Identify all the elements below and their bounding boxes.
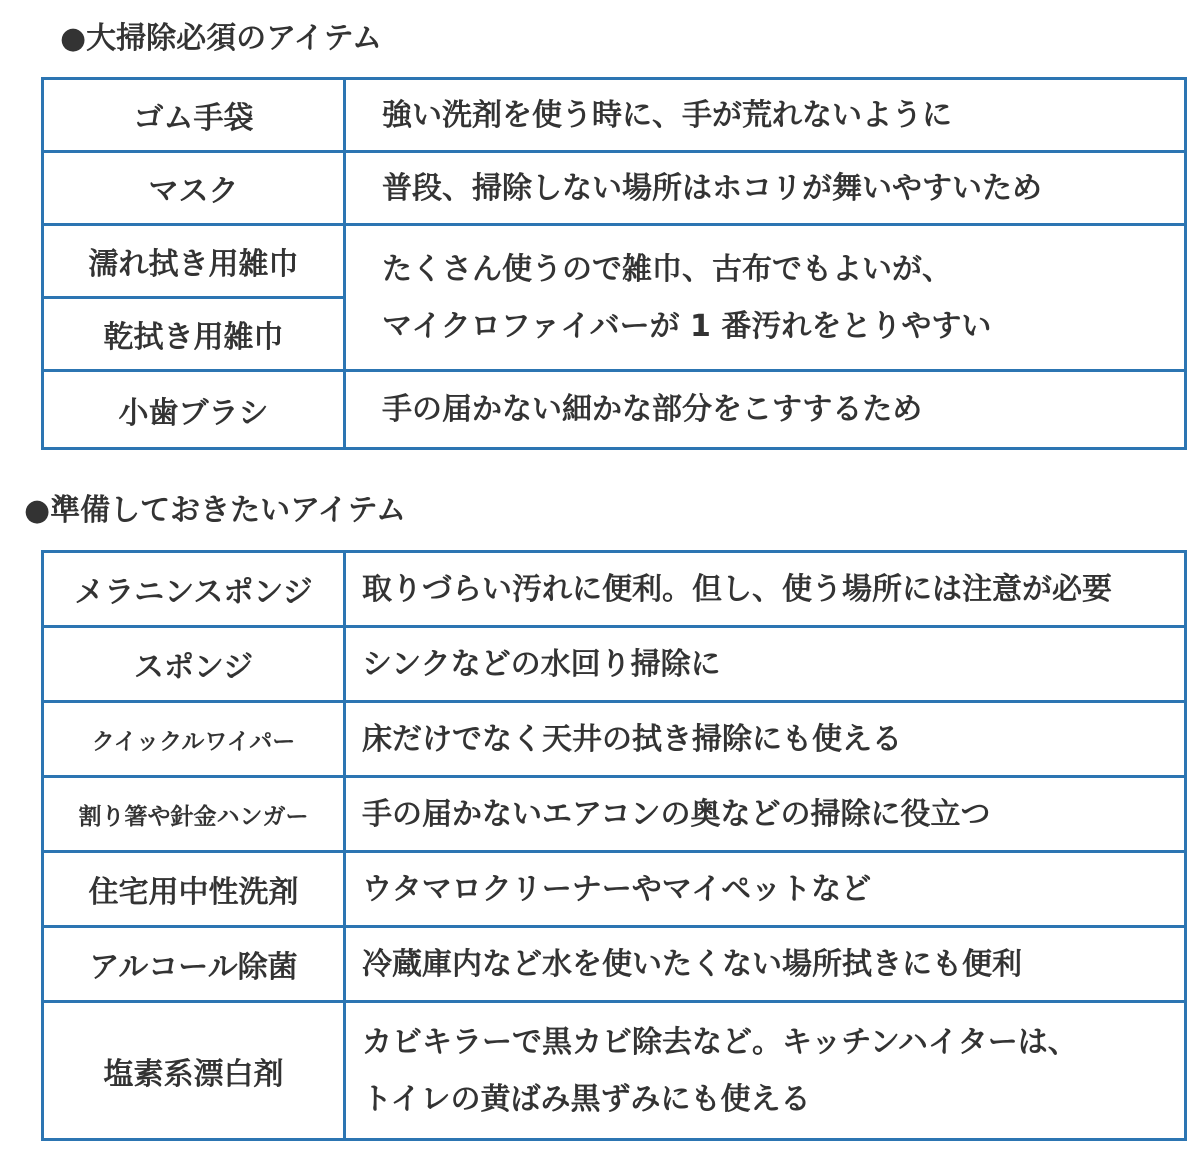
item-name: メラニンスポンジ: [43, 552, 345, 627]
table-row: [43, 371, 1186, 449]
table-row: [43, 852, 1186, 927]
item-name: 割り箸や針金ハンガー: [43, 777, 345, 852]
item-name: 小歯ブラシ: [43, 371, 345, 449]
recommended-items-table: [41, 550, 1187, 1141]
item-description: シンクなどの水回り掃除に: [345, 627, 1186, 702]
item-description: [345, 225, 1186, 371]
item-description: 冷蔵庫内など水を使いたくない場所拭きにも便利: [345, 927, 1186, 1002]
item-description: 普段、掃除しない場所はホコリが舞いやすいため: [345, 152, 1186, 225]
table-row: [43, 777, 1186, 852]
section-title-recommended: ●準備しておきたいアイテム: [24, 493, 406, 528]
item-description: 取りづらい汚れに便利。但し、使う場所には注意が必要: [345, 552, 1186, 627]
item-name: クイックルワイパー: [43, 702, 345, 777]
item-name: 濡れ拭き用雑巾: [43, 225, 345, 298]
table-row: [43, 627, 1186, 702]
item-description: [345, 1002, 1186, 1140]
table-row: [43, 79, 1186, 152]
item-name: アルコール除菌: [43, 927, 345, 1002]
item-name: マスク: [43, 152, 345, 225]
table-row: [43, 702, 1186, 777]
table-row: [43, 225, 1186, 298]
table-row: [43, 552, 1186, 627]
item-name: 塩素系漂白剤: [43, 1002, 345, 1140]
description-line: たくさん使うので雑巾、古布でもよいが、: [382, 251, 952, 287]
description-line: マイクロファイバーが 1 番汚れをとりやすい: [382, 308, 992, 344]
item-description: 床だけでなく天井の拭き掃除にも使える: [345, 702, 1186, 777]
item-description: 強い洗剤を使う時に、手が荒れないように: [345, 79, 1186, 152]
section-title-essential: ●大掃除必須のアイテム: [60, 21, 382, 56]
table-row: [43, 1002, 1186, 1140]
table-row: [43, 152, 1186, 225]
item-description: 手の届かない細かな部分をこすするため: [345, 371, 1186, 449]
item-description: ウタマロクリーナーやマイペットなど: [345, 852, 1186, 927]
item-description: 手の届かないエアコンの奥などの掃除に役立つ: [345, 777, 1186, 852]
item-name: 乾拭き用雑巾: [43, 298, 345, 371]
description-line: トイレの黄ばみ黒ずみにも使える: [362, 1081, 811, 1117]
item-name: 住宅用中性洗剤: [43, 852, 345, 927]
table-row: [43, 927, 1186, 1002]
item-name: ゴム手袋: [43, 79, 345, 152]
description-line: カビキラーで黒カビ除去など。キッチンハイターは、: [362, 1024, 1078, 1060]
item-name: スポンジ: [43, 627, 345, 702]
essential-items-table: [41, 77, 1187, 450]
